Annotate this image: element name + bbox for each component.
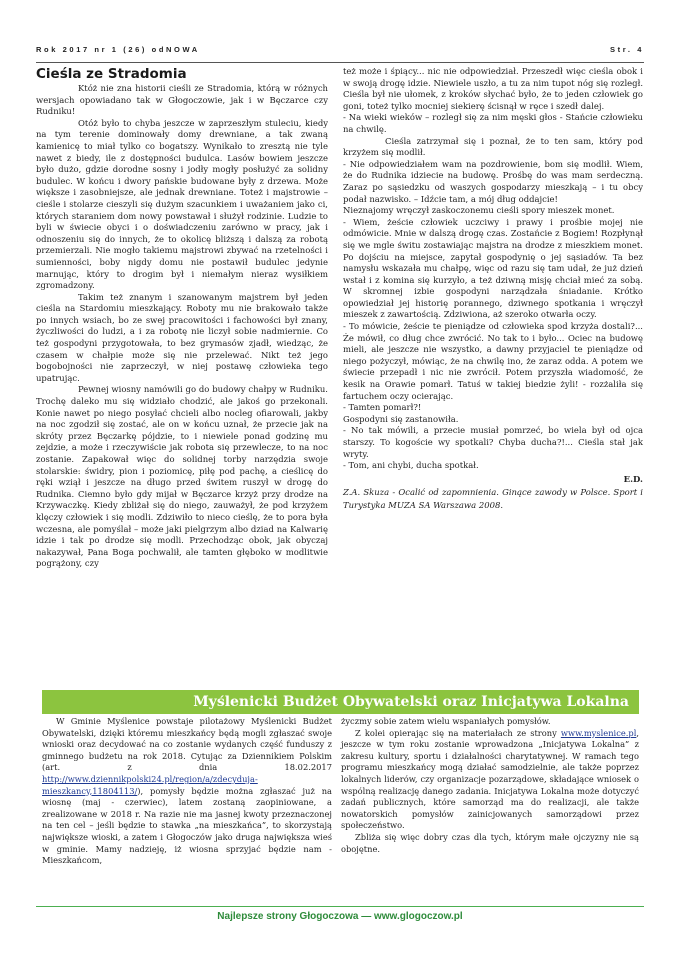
paragraph: Zbliża się więc dobry czas dla tych, którym małe ojczyzny nie są obojętne. bbox=[341, 831, 639, 854]
page-number: Str. 4 bbox=[610, 45, 644, 54]
paragraph: Takim też znanym i szanowanym majstrem był jeden cieśla na Stardomiu mieszkający. Roboty mu nie brakowało także po innych wsiach, bo ze swej pracowitości i fachowości był znany, życzliwości do ludzi, a i za robotę nie liczył sobie nadmiernie. Co też gospodyni przygotowała, to bez grymasów zjadł, wiedząc, że czasem w chałpie może się nie przelewać. Nikt też jego bogobojności nie zaprzeczył, w niej postawę człowieka tego upatrując. bbox=[36, 291, 328, 383]
paragraph: Nieznajomy wręczył zaskoczonemu cieśli spory mieszek monet. bbox=[343, 205, 615, 216]
article1-right-column bbox=[343, 66, 643, 512]
paragraph bbox=[42, 716, 332, 867]
source-citation: Z.A. Skuza - Ocalić od zapomnienia. Ginące zawody w Polsce. Sport i Turystyka MUZA SA Warszawa 2008. bbox=[343, 487, 643, 511]
article2-left-column bbox=[42, 716, 332, 867]
article2-right-column bbox=[341, 716, 639, 855]
page-footer: Najlepsze strony Głogoczowa — www.glogoczow.pl bbox=[217, 911, 463, 922]
paragraph: życzmy sobie zatem wielu wspaniałych pomysłów. bbox=[341, 716, 551, 726]
paragraph: - Tamten pomarł?! bbox=[343, 402, 422, 413]
header-rule bbox=[36, 62, 644, 63]
paragraph: też może i śpiący... nic nie odpowiedział. Przeszedł więc cieśla obok i w swoją drogę idzie. Niewiele uszło, a tu za nim tupot nóg się rozległ. Cieśla był nie ułomek, z kroków słychać było, że to jeden człowiek go goni, toteż tylko mocniej siekierę ścisnął w ręce i szedł dalej. bbox=[343, 66, 643, 111]
paragraph-text: , jeszcze w tym roku zostanie wprowadzona „Inicjatywa Lokalna” z zakresu kultury, sportu i działalności charytatywnej. W ramach tego programu mieszkańcy mogą działać samodzielnie, ale także poprzez lokalnych liderów, czy organizacje pozarządowe, składające wniosek o wspólną realizację danego zadania. Inicjatywa Lokalna może dotyczyć zadań publicznych, które samorząd ma do realizacji, ale także nowatorskich pomysłów zainicjowanych samorządowi przez społeczeństwo. bbox=[341, 727, 639, 831]
article2-title: Myślenicki Budżet Obywatelski oraz Inicjatywa Lokalna bbox=[193, 694, 629, 710]
article1-left-column bbox=[36, 66, 328, 570]
myslenice-link[interactable]: www.myslenice.pl bbox=[560, 727, 637, 738]
issue-label: Rok 2017 nr 1 (26) odNOWA bbox=[36, 45, 200, 54]
paragraph: Któż nie zna historii cieśli ze Stradomia, którą w różnych wersjach opowiadano tak w Głogoczowie, jak i w Bęczarce czy Rudniku! bbox=[36, 83, 328, 117]
paragraph-text: W Gminie Myślenice powstaje pilotażowy Myślenicki Budżet Obywatelski, dzięki któremu mieszkańcy będą mogli zgłaszać swoje wnioski oraz decydować na co zostanie wydanych część funduszy z gminnego budżetu na rok 2018. Cytując za Dziennikiem Polskim (art. z dnia 18.02.2017 bbox=[42, 716, 332, 773]
paragraph: - Tom, ani chybi, ducha spotkał. bbox=[343, 460, 479, 471]
paragraph: - To mówicie, żeście te pieniądze od człowieka spod krzyża dostali?... Że mówił, co dług chce zwrócić. No tak to i było... Ociec na budowę mieli, ale jeszcze nie wszystko, a dawny przyjaciel te pieniądze od niego pożyczył, mówiąc, że na chwilę ino, że zaraz odda. A potem we świecie przepadł i nic nie zwrócił. Potem przyszła wiadomość, że kesik na Orawie pomarł. Tatuś w takiej biedzie żyli! - rozżaliła się fartuchem oczy ocierając. bbox=[343, 321, 643, 401]
paragraph-text: Z kolei opierając się na materiałach ze strony bbox=[355, 727, 561, 738]
paragraph-text: ), pomysły będzie można zgłaszać już na wiosnę (maj - czerwiec), latem zostaną zaopiniowane, a zrealizowane w 2018 r. Na razie nie ma jasnej kwoty przeznaczonej na ten cel – jeśli będzie to stawka „na mieszkańca”, to skorzystają największe wioski, a zatem i Głogoczów jako druga największa wieś w gminie. Mamy nadzieję, iż wiosna sprzyjać będzie nam - Mieszkańcom, bbox=[42, 785, 332, 866]
paragraph: Otóż było to chyba jeszcze w zaprzeszłym stuleciu, kiedy na tym terenie dominowały domy drewniane, a tak zwaną kamienicę to miał tylko co bogatszy. Wynikało to zresztą nie tyle nawet z biedy, ile z dostępności budulca. Lasów bowiem jeszcze było dużo, gdzie dorodne sosny i jodły mogły posłużyć za solidny budulec. W końcu i dwory pańskie budowane były z drzewa. Może większe i zasobniejsze, ale jednak drewniane. Toteż i majstrowie – cieśle i stolarze cieszyli się dużym szacunkiem i uważaniem jako ci, których staraniem dom nowy powstawał i służył rodzinie. Ludzie to byli w świecie obyci i o doświadczeniu zarówno w pracy, jak i odnoszeniu się do innych, że to okolicę bliższą i dalszą za robotą przemierzali. Nie mogło takiemu majstrowi zbywać na rzetelności i sumienności, boby nigdy domu nie postawił budulec jedynie marnując, który to drogim był i niemałym nieraz wysiłkiem zgromadzony. bbox=[36, 117, 328, 291]
paragraph: - Wiem, żeście człowiek uczciwy i prawy i prośbie mojej nie odmówicie. Mnie w dalszą drogę czas. Zostańcie z Bogiem! Rozpłynął się we mgle świtu zostawiając majstra na drodze z mieszkiem monet. Po dojściu na miejsce, zapytał gospodynię o jej sąsiadów. Ta bez namysłu wskazała mu chałpę, więc od razu się tam udał, że już dzień wstał i z komina się kurzyło, a też dziwną misję chciał mieć za sobą. W skromnej izbie gospodyni narządzała śniadanie. Krótko opowiedział jej historię porannego, dziwnego spotkania i wręczył mieszek z zawartością. Zdziwiona, aż szeroko otwarła oczy. bbox=[343, 216, 643, 320]
footer-rule bbox=[36, 906, 644, 907]
paragraph: - No tak mówili, a przecie musiał pomrzeć, bo wiela był od ojca starszy. To kogoście wy spotkali? Chyba ducha?!... Cieśla stał jak wryty. bbox=[343, 425, 643, 459]
paragraph: Cieśla zatrzymał się i poznał, że to ten sam, który pod krzyżem się modlił. bbox=[343, 135, 643, 158]
paragraph: Gospodyni się zastanowiła. bbox=[343, 413, 459, 424]
paragraph: Pewnej wiosny namówili go do budowy chałpy w Rudniku. Trochę daleko mu się widziało chodzić, ale jakoś go przekonali. Konie nawet po niego posyłać chcieli albo nocleg ofiarowali, jakby na noc zgodził się zostać, ale on w końcu uznał, że przecie jak na skróty przez Bęczarkę pójdzie, to i niewiele ponad godzinę mu zejdzie, a może i rzeczywiście jak robota się przewlecze, to na noc zostanie. Zapakował więc do solidnej torby narzędzia swoje stolarskie: świdry, pion i poziomicę, piłę pod pachę, a cieślicę do ręki wziął i jeszcze na długo przed świtem ruszył w drogę do Rudnika. Ciemno było gdy mijał w Bęczarce krzyż przy drodze na Krzywaczkę. Kiedy zbliżał się do niego, zauważył, że pod krzyżem klęczy człowiek i się modli. Zdziwiło to nieco cieślę, że to pora była wczesna, ale pomyślał – może jaki pielgrzym albo dziad na Kalwarię idzie i tak po drodze się modli. Przechodząc obok, jak obyczaj nakazywał, Pana Boga pochwalił, ale tamten głęboko w modlitwie pogrążony, czy bbox=[36, 384, 328, 569]
article2-title-banner bbox=[42, 690, 639, 714]
article1-title: Cieśla ze Stradomia bbox=[36, 66, 187, 82]
paragraph bbox=[341, 728, 639, 832]
paragraph: - Nie odpowiedziałem wam na pozdrowienie, bom się modlił. Wiem, że do Rudnika idziecie na budowę. Prośbę do was mam serdeczną. Zaraz po sąsiedzku od waszych gospodarzy mieszkają – i tu obcy podał nazwisko. – Idźcie tam, a mój dług oddajcie! bbox=[343, 158, 643, 204]
dziennikpolski-link[interactable]: http://www.dziennikpolski24.pl/region/a/zdecyduja-mieszkancy,11804113/ bbox=[42, 773, 258, 796]
page-header bbox=[36, 45, 644, 59]
author-signature: E.D. bbox=[623, 473, 643, 484]
paragraph: - Na wieki wieków – rozległ się za nim męski głos - Stańcie człowieku na chwilę. bbox=[343, 112, 643, 134]
